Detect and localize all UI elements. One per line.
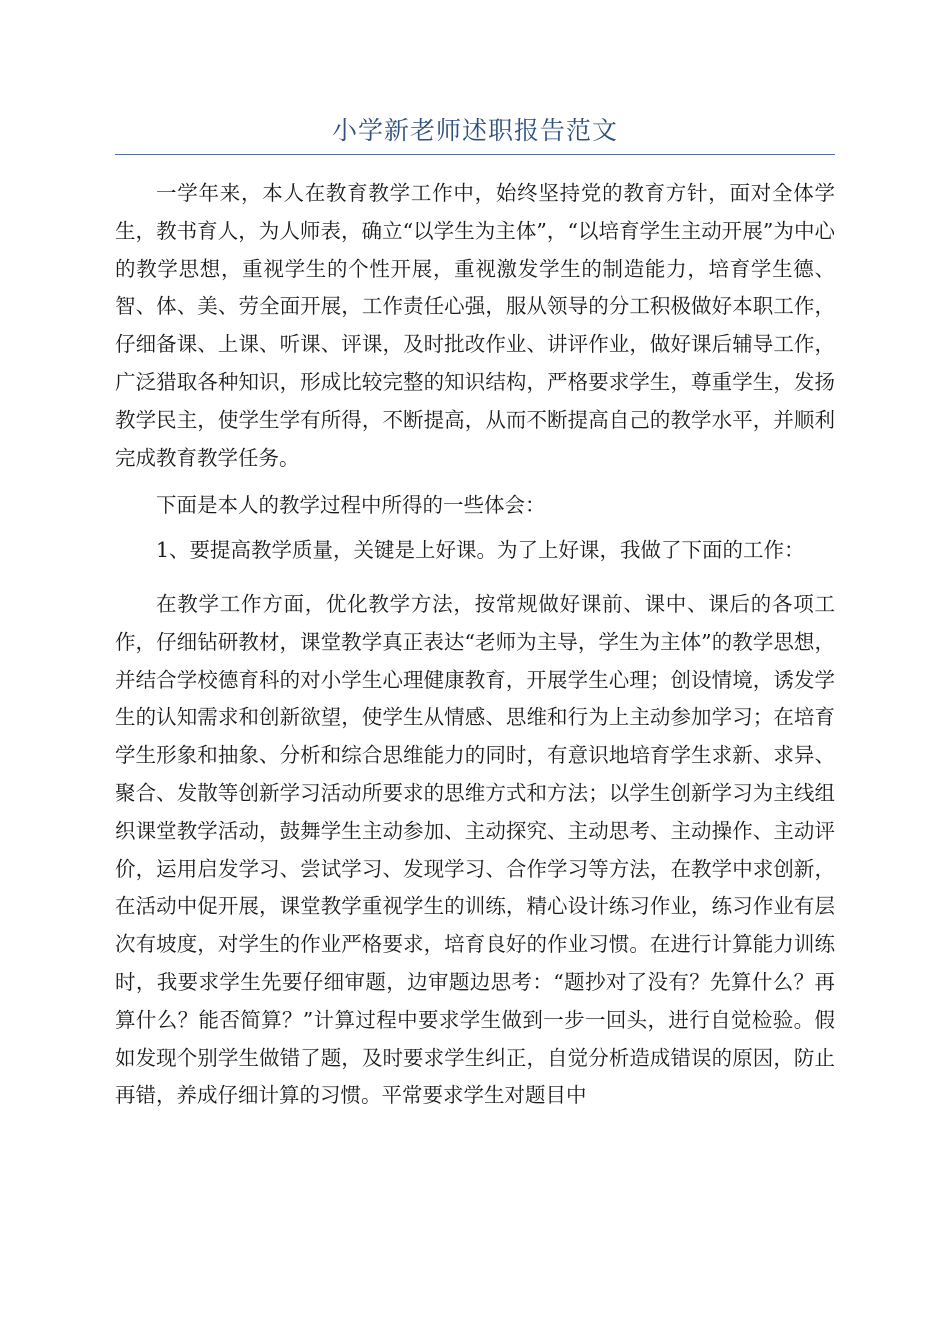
paragraph-experience-lead: 下面是本人的教学过程中所得的一些体会：: [156, 493, 546, 518]
paragraph-teaching-methods: 在教学工作方面，优化教学方法，按常规做好课前、课中、课后的各项工作，仔细钻研教材，课堂教学真正表达“老师为主导，学生为主体”的教学思想，并结合学校德育科的对小学生心理健康教育，开展学生心理；创设情境，诱发学生的认知需求和创新欲望，使学生从情感、思维和行为上主动参加学习；在培育学生形象和抽象、分析和综合思维能力的同时，有意识地培育学生求新、求异、聚合、发散等创新学习活动所要求的思维方式和方法；以学生创新学习为主线组织课堂教学活动，鼓舞学生主动参加、主动探究、主动思考、主动操作、主动评价，运用启发学习、尝试学习、发现学习、合作学习等方法，在教学中求创新，在活动中促开展，课堂教学重视学生的训练，精心设计练习作业，练习作业有层次有坡度，对学生的作业严格要求，培育良好的作业习惯。在进行计算能力训练时，我要求学生先要仔细审题，边审题边思考：“题抄对了没有？先算什么？再算什么？能否简算？”计算过程中要求学生做到一步一回头，进行自觉检验。假如发现个别学生做错了题，及时要求学生纠正，自觉分析造成错误的原因，防止再错，养成仔细计算的习惯。平常要求学生对题目中: [115, 591, 835, 1108]
document-body: [115, 175, 835, 1115]
title-underline: [115, 154, 835, 155]
page-title: 小学新老师述职报告范文: [331, 116, 618, 145]
paragraph-intro: 一学年来，本人在教育教学工作中，始终坚持党的教育方针，面对全体学生，教书育人，为人师表，确立“以学生为主体”，“以培育学生主动开展”为中心的教学思想，重视学生的个性开展，重视激发学生的制造能力，培育学生德、智、体、美、劳全面开展，工作责任心强，服从领导的分工积极做好本职工作，仔细备课、上课、听课、评课，及时批改作业、讲评作业，做好课后辅导工作，广泛猎取各种知识，形成比较完整的知识结构，严格要求学生，尊重学生，发扬教学民主，使学生学有所得，不断提高，从而不断提高自己的教学水平，并顺利完成教育教学任务。: [115, 181, 835, 470]
paragraph-point-1: 1、要提高教学质量，关键是上好课。为了上好课，我做了下面的工作：: [156, 538, 805, 563]
